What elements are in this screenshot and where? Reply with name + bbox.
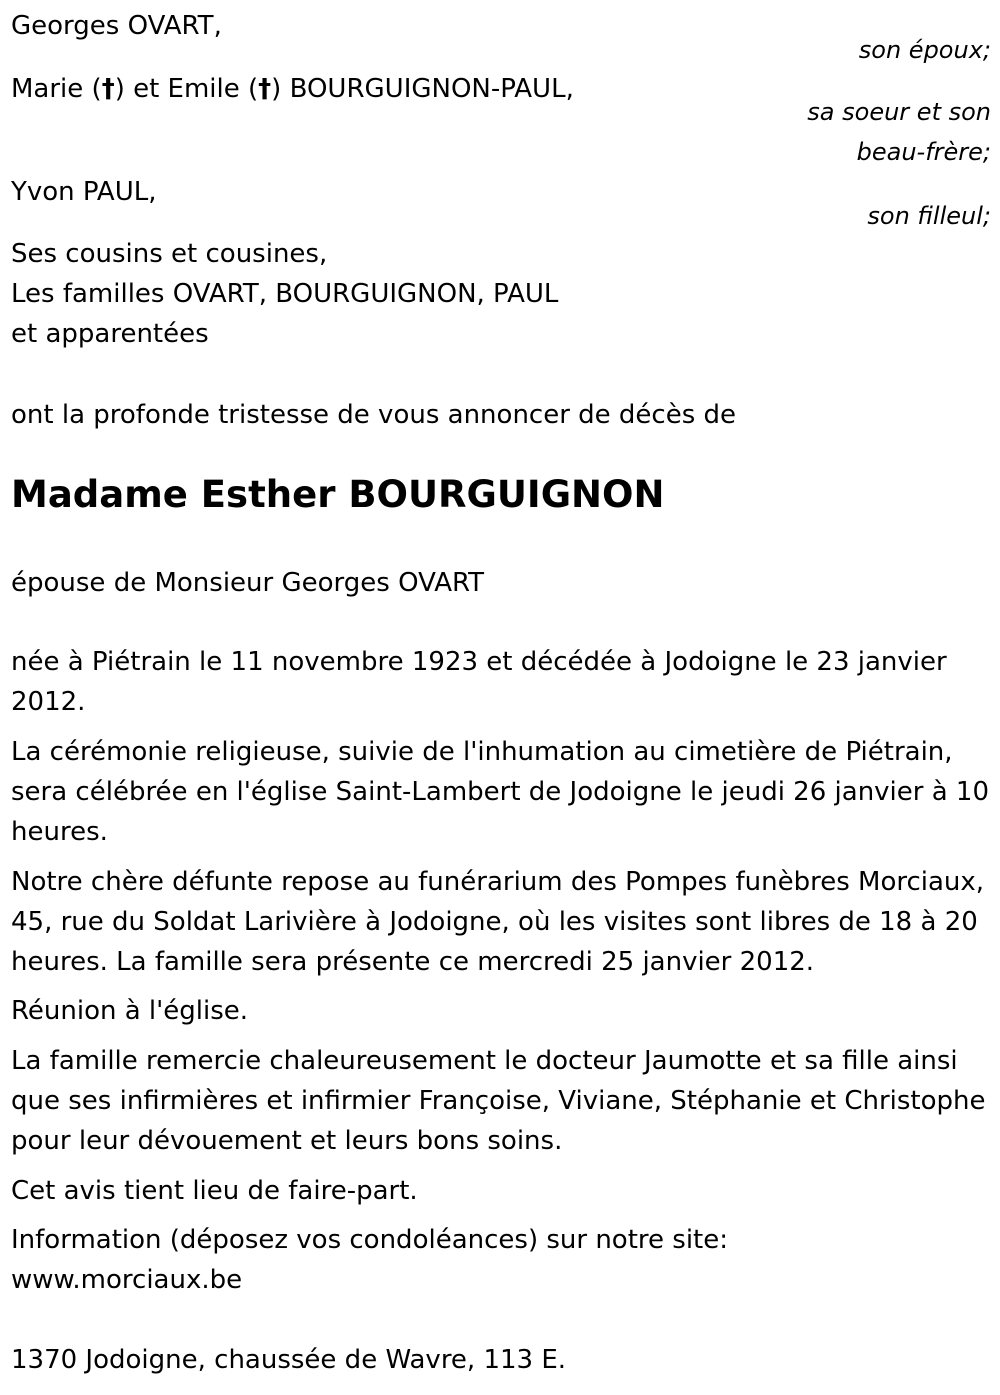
role-sister-line-1: sa soeur et son bbox=[807, 98, 991, 126]
cousins-line: Ses cousins et cousines, bbox=[11, 239, 328, 269]
notice-paragraph: Cet avis tient lieu de faire-part. bbox=[11, 1176, 418, 1206]
deceased-name: Madame Esther BOURGUIGNON bbox=[11, 473, 665, 516]
family-member-godson: Yvon PAUL, bbox=[11, 177, 157, 207]
cross-icon: † bbox=[101, 74, 115, 104]
address-line: 1370 Jodoigne, chaussée de Wavre, 113 E. bbox=[11, 1345, 567, 1375]
role-godson: son filleul; bbox=[867, 202, 991, 230]
meeting-paragraph: Réunion à l'église. bbox=[11, 996, 249, 1026]
info-paragraph: Information (déposez vos condoléances) sur notre site: bbox=[11, 1225, 729, 1255]
birth-death-paragraph: née à Piétrain le 11 novembre 1923 et décédée à Jodoigne le 23 janvier 2012. bbox=[11, 647, 947, 717]
families-line: Les familles OVART, BOURGUIGNON, PAUL bbox=[11, 279, 559, 309]
cross-icon: † bbox=[258, 74, 272, 104]
family-member-spouse: Georges OVART, bbox=[11, 11, 222, 41]
website-link[interactable]: www.morciaux.be bbox=[11, 1265, 243, 1295]
text-bourguignon-paul: ) BOURGUIGNON-PAUL, bbox=[271, 74, 574, 104]
text-emile: ) et Emile ( bbox=[114, 74, 259, 104]
role-spouse: son époux; bbox=[858, 36, 991, 64]
visits-paragraph: Notre chère défunte repose au funérarium des Pompes funèbres Morciaux, 45, rue du Soldat Larivière à Jodoigne, où les visites sont libres de 18 à 20 heures. La famille sera présente ce mercredi 25 janvier 2012. bbox=[11, 867, 985, 977]
thanks-paragraph: La famille remercie chaleureusement le docteur Jaumotte et sa fille ainsi que ses infirmières et infirmier Françoise, Viviane, Stéphanie et Christophe pour leur dévouement et leurs bons soins. bbox=[11, 1046, 986, 1156]
related-line: et apparentées bbox=[11, 319, 209, 349]
spouse-line: épouse de Monsieur Georges OVART bbox=[11, 568, 485, 598]
family-member-sister bbox=[11, 69, 574, 109]
role-sister-line-2: beau-frère; bbox=[856, 138, 991, 166]
announcement-line: ont la profonde tristesse de vous annoncer de décès de bbox=[11, 400, 737, 430]
text-marie: Marie ( bbox=[11, 74, 102, 104]
ceremony-paragraph: La cérémonie religieuse, suivie de l'inhumation au cimetière de Piétrain, sera célébrée en l'église Saint-Lambert de Jodoigne le jeudi 26 janvier à 10 heures. bbox=[11, 737, 990, 847]
